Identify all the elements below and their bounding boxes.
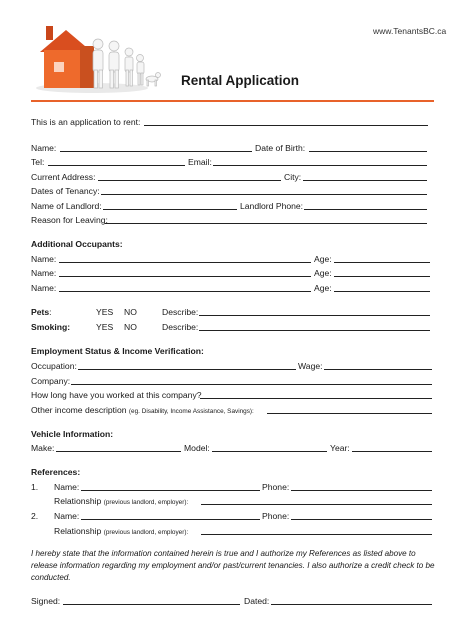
smoking-label: Smoking:	[31, 322, 71, 332]
reference-1-phone-label: Phone:	[262, 482, 290, 492]
reference-2-phone-label: Phone:	[262, 511, 290, 521]
dates-tenancy-field[interactable]	[101, 194, 427, 195]
page-title: Rental Application	[181, 73, 300, 88]
city-field[interactable]	[303, 180, 427, 181]
occupant-2-name-label: Name:	[31, 268, 57, 278]
city-label: City:	[284, 172, 302, 182]
smoking-yes-option[interactable]: YES	[96, 322, 114, 332]
email-label: Email:	[188, 157, 212, 167]
year-field[interactable]	[352, 451, 432, 452]
rent-label: This is an application to rent:	[31, 117, 141, 127]
reference-1-relationship-text: Relationship	[54, 496, 102, 506]
model-label: Model:	[184, 443, 210, 453]
reference-2-relationship-note: (previous landlord, employer):	[103, 529, 189, 536]
pets-describe-field[interactable]	[199, 315, 430, 316]
reason-field[interactable]	[105, 223, 427, 224]
reference-2-phone-field[interactable]	[291, 519, 432, 520]
reference-2-relationship-label	[54, 526, 188, 538]
smoking-describe-field[interactable]	[199, 330, 430, 331]
occupant-1-age-field[interactable]	[334, 262, 430, 263]
company-field[interactable]	[71, 384, 432, 385]
header-divider	[31, 100, 434, 102]
landlord-phone-label: Landlord Phone:	[240, 201, 304, 211]
occupant-3-name-label: Name:	[31, 283, 57, 293]
make-field[interactable]	[56, 451, 181, 452]
make-label: Make:	[31, 443, 55, 453]
current-address-field[interactable]	[98, 180, 281, 181]
email-field[interactable]	[213, 165, 427, 166]
wage-field[interactable]	[324, 369, 432, 370]
dated-label: Dated:	[244, 596, 270, 606]
occupant-1-name-label: Name:	[31, 254, 57, 264]
company-label: Company:	[31, 376, 71, 386]
model-field[interactable]	[212, 451, 327, 452]
other-income-label	[31, 405, 254, 417]
pets-describe-label: Describe:	[162, 307, 199, 317]
how-long-field[interactable]	[200, 398, 432, 399]
reference-2-number: 2.	[31, 511, 39, 521]
current-address-label: Current Address:	[31, 172, 96, 182]
reference-1-relationship-label	[54, 496, 188, 508]
other-income-label-text: Other income description	[31, 405, 127, 415]
reference-2-name-label: Name:	[54, 511, 80, 521]
reference-2-name-field[interactable]	[81, 519, 260, 520]
tel-field[interactable]	[48, 165, 185, 166]
dob-field[interactable]	[309, 151, 427, 152]
smoking-describe-label: Describe:	[162, 322, 199, 332]
references-heading: References:	[31, 467, 81, 477]
reference-1-number: 1.	[31, 482, 39, 492]
other-income-field[interactable]	[267, 413, 432, 414]
reference-2-relationship-text: Relationship	[54, 526, 102, 536]
tel-label: Tel:	[31, 157, 45, 167]
landlord-phone-field[interactable]	[304, 209, 427, 210]
rent-address-field[interactable]	[144, 125, 428, 126]
signature-field[interactable]	[63, 604, 240, 605]
occupants-heading: Additional Occupants:	[31, 239, 123, 249]
how-long-label: How long have you worked at this company?	[31, 390, 202, 400]
reference-1-relationship-note: (previous landlord, employer):	[103, 499, 189, 506]
occupant-3-age-label: Age:	[314, 283, 332, 293]
landlord-name-label: Name of Landlord:	[31, 201, 102, 211]
pets-label-colon: :	[49, 307, 52, 317]
name-label: Name:	[31, 143, 57, 153]
occupant-2-age-label: Age:	[314, 268, 332, 278]
occupant-2-name-field[interactable]	[59, 276, 311, 277]
reference-1-phone-field[interactable]	[291, 490, 432, 491]
landlord-name-field[interactable]	[103, 209, 237, 210]
name-field[interactable]	[60, 151, 252, 152]
smoking-no-option[interactable]: NO	[124, 322, 137, 332]
occupation-label: Occupation:	[31, 361, 77, 371]
occupant-3-name-field[interactable]	[59, 291, 311, 292]
reference-1-name-field[interactable]	[81, 490, 260, 491]
occupant-1-name-field[interactable]	[59, 262, 311, 263]
pets-label	[31, 307, 52, 317]
signed-label: Signed:	[31, 596, 61, 606]
date-field[interactable]	[271, 604, 432, 605]
reference-1-name-label: Name:	[54, 482, 80, 492]
pets-yes-option[interactable]: YES	[96, 307, 114, 317]
wage-label: Wage:	[298, 361, 323, 371]
house-family-logo	[32, 22, 164, 94]
year-label: Year:	[330, 443, 350, 453]
reference-1-relationship-field[interactable]	[201, 504, 432, 505]
occupant-1-age-label: Age:	[314, 254, 332, 264]
dob-label: Date of Birth:	[255, 143, 306, 153]
pets-label-text: Pets	[31, 307, 50, 317]
reason-label: Reason for Leaving:	[31, 215, 108, 225]
other-income-note: (eg. Disability, Income Assistance, Savings):	[128, 408, 254, 415]
pets-no-option[interactable]: NO	[124, 307, 137, 317]
dates-tenancy-label: Dates of Tenancy:	[31, 186, 100, 196]
vehicle-heading: Vehicle Information:	[31, 429, 114, 439]
employment-heading: Employment Status & Income Verification:	[31, 346, 204, 356]
occupant-2-age-field[interactable]	[334, 276, 430, 277]
occupant-3-age-field[interactable]	[334, 291, 430, 292]
website-url[interactable]: www.TenantsBC.ca	[373, 26, 447, 36]
declaration-text: I hereby state that the information contained herein is true and I authorize my References as listed above to release information regarding my employment and/or past/current tenancies. I also authorize a credit check to be conducted.	[31, 549, 435, 582]
occupation-field[interactable]	[78, 369, 296, 370]
reference-2-relationship-field[interactable]	[201, 534, 432, 535]
